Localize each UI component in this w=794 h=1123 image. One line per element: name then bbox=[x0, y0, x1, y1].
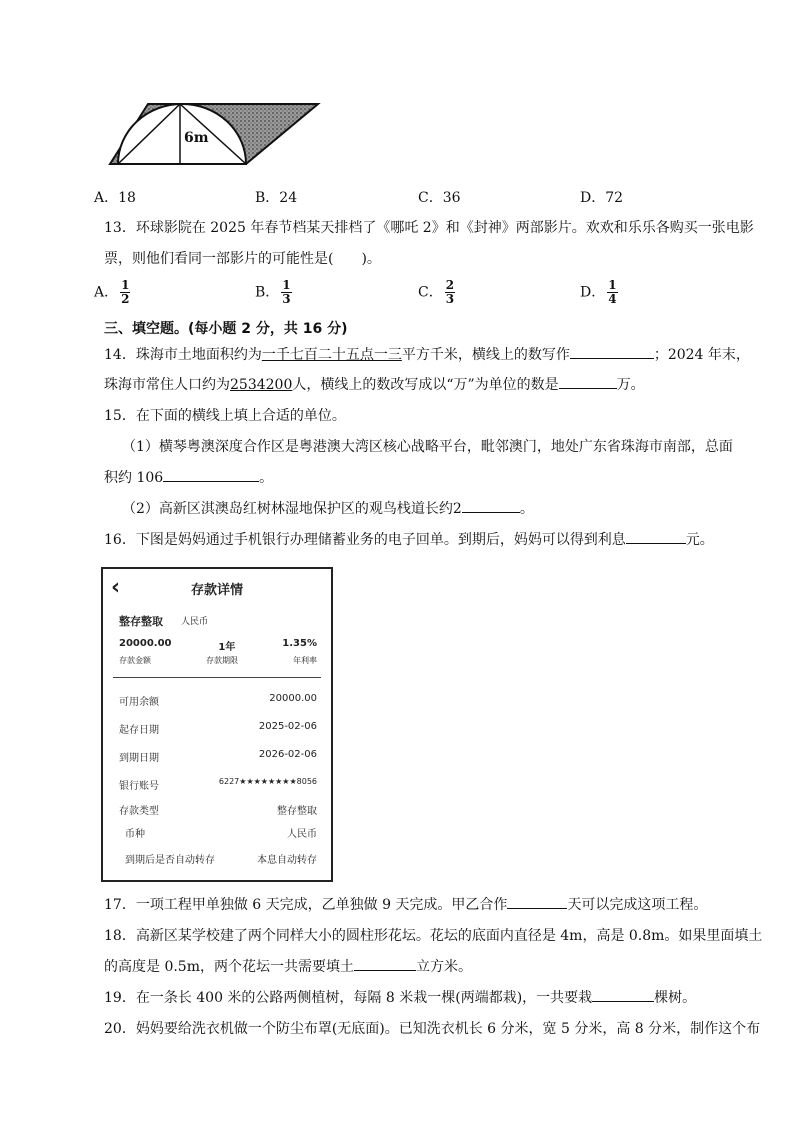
q12-option-c[interactable]: C．36 bbox=[418, 190, 461, 206]
divider bbox=[113, 677, 321, 678]
q14-line1: 14．珠海市土地面积约为一千七百二十五点一三平方千米，横线上的数写作 ；2024 年末， bbox=[104, 344, 750, 364]
deposit-receipt bbox=[101, 567, 333, 882]
receipt-row: 起存日期 2025-02-06 bbox=[119, 721, 317, 736]
fraction: $\frac{1}{2}$ bbox=[121, 278, 130, 306]
option-letter: D． bbox=[580, 284, 606, 301]
currency-short: 人民币 bbox=[181, 617, 209, 627]
receipt-title: 存款详情 bbox=[190, 583, 243, 598]
q13-stem-line1: 13．环球影院在 2025 年春节档某天排档了《哪吒 2》和《封神》两部影片。欢欢和乐乐各购买一张电影 bbox=[104, 220, 754, 236]
fraction: $\frac{2}{3}$ bbox=[445, 278, 455, 306]
answer-blank[interactable] bbox=[570, 344, 654, 359]
option-letter: B． bbox=[255, 284, 280, 301]
q13-stem-line2: 票，则他们看同一部影片的可能性是( )。 bbox=[104, 251, 381, 267]
answer-blank[interactable] bbox=[507, 894, 567, 909]
q12-option-d[interactable]: D．72 bbox=[580, 190, 624, 206]
receipt-row: 可用余额 20000.00 bbox=[119, 693, 317, 708]
answer-blank[interactable] bbox=[592, 987, 654, 1002]
product-name: 整存整取 bbox=[119, 615, 163, 628]
q19-stem: 19．在一条长 400 米的公路两侧植树，每隔 8 米栽一棵(两端都栽)，一共要栽 棵树。 bbox=[104, 987, 696, 1007]
option-letter: A． bbox=[94, 284, 119, 301]
q12-option-b[interactable]: B．24 bbox=[255, 190, 298, 206]
fraction: $\frac{1}{4}$ bbox=[608, 278, 617, 306]
q15-part1-line1: （1）横琴粤澳深度合作区是粤港澳大湾区核心战略平台，毗邻澳门，地处广东省珠海市南部，总面 bbox=[122, 439, 733, 455]
deposit-summary-labels: 存款金额 存款期限 年利率 bbox=[119, 656, 317, 665]
answer-blank[interactable] bbox=[163, 467, 259, 482]
q18-line1: 18．高新区某学校建了两个同样大小的圆柱形花坛。花坛的底面内直径是 4m，高是 0.8m。如果里面填土 bbox=[104, 928, 763, 944]
q18-line2: 的高度是 0.5m，两个花坛一共需要填土 立方米。 bbox=[104, 956, 472, 976]
underlined-number: 2534200 bbox=[230, 377, 293, 393]
q15-part1-line2: 积约 106 。 bbox=[104, 467, 273, 487]
q17-stem: 17．一项工程甲单独做 6 天完成，乙单独做 9 天完成。甲乙合作 天可以完成这项工程。 bbox=[104, 894, 707, 914]
q13-option-d[interactable] bbox=[580, 279, 618, 306]
q15-stem: 15．在下面的横线上填上合适的单位。 bbox=[104, 408, 346, 424]
fraction: $\frac{1}{3}$ bbox=[282, 278, 291, 306]
answer-blank[interactable] bbox=[462, 498, 520, 513]
receipt-row: 到期日期 2026-02-06 bbox=[119, 749, 317, 764]
q12-figure bbox=[108, 96, 324, 170]
q16-stem: 16．下图是妈妈通过手机银行办理储蓄业务的电子回单。到期后，妈妈可以得到利息 元。 bbox=[104, 529, 714, 549]
q14-line2: 珠海市常住人口约为2534200人，横线上的数改写成以“万”为单位的数是 万。 bbox=[104, 374, 645, 394]
receipt-row: 币种 人民币 bbox=[125, 829, 317, 840]
q12-option-a[interactable]: A．18 bbox=[94, 190, 136, 206]
height-label: 6m bbox=[184, 130, 209, 146]
section-heading: 三、填空题。(每小题 2 分，共 16 分) bbox=[104, 321, 348, 337]
back-arrow-icon[interactable]: ‹ bbox=[111, 575, 121, 600]
q15-part2: （2）高新区淇澳岛红树林湿地保护区的观鸟栈道长约2 。 bbox=[122, 498, 534, 518]
deposit-summary-values: 20000.00 1年 1.35% bbox=[119, 638, 317, 653]
q20-stem: 20．妈妈要给洗衣机做一个防尘布罩(无底面)。已知洗衣机长 6 分米，宽 5 分米，高 8 分米，制作这个布 bbox=[104, 1021, 761, 1037]
q13-option-b[interactable] bbox=[255, 279, 292, 306]
answer-blank[interactable] bbox=[559, 374, 617, 389]
receipt-row: 银行账号 6227★★★★★★★★8056 bbox=[119, 777, 317, 792]
receipt-row: 到期后是否自动转存 本息自动转存 bbox=[125, 855, 317, 866]
q13-option-c[interactable] bbox=[418, 279, 455, 306]
q13-option-a[interactable] bbox=[94, 279, 130, 306]
option-letter: C． bbox=[418, 284, 443, 301]
answer-blank[interactable] bbox=[354, 956, 416, 971]
answer-blank[interactable] bbox=[626, 529, 686, 544]
receipt-row: 存款类型 整存整取 bbox=[119, 806, 317, 817]
underlined-number-words: 一千七百二十五点一三 bbox=[261, 347, 402, 363]
